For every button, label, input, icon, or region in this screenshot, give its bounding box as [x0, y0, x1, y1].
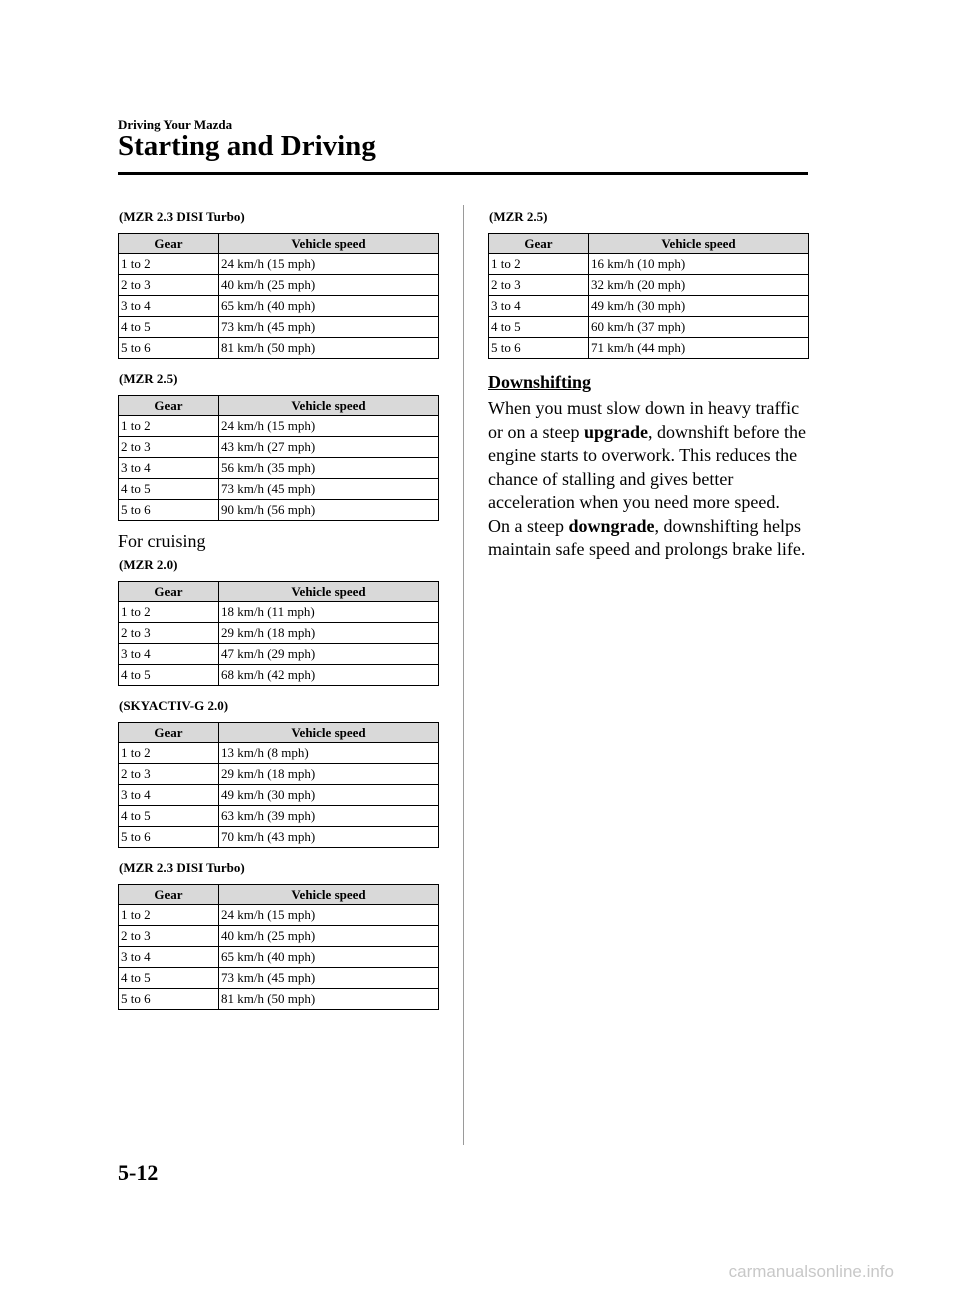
- header-gear: Gear: [119, 396, 219, 415]
- table-header-row: [118, 884, 439, 905]
- table-row: [118, 806, 439, 827]
- speed-cell: 81 km/h (50 mph): [221, 991, 316, 1006]
- gear-cell: 4 to 5: [489, 317, 589, 337]
- gear-cell: 1 to 2: [119, 743, 219, 763]
- table-row: [118, 254, 439, 275]
- gear-speed-table: [118, 884, 439, 1010]
- table-row: [118, 338, 439, 359]
- gear-cell: 3 to 4: [119, 296, 219, 316]
- table-row: [488, 338, 809, 359]
- header-vehicle-speed: Vehicle speed: [291, 887, 366, 902]
- speed-cell: 63 km/h (39 mph): [221, 808, 316, 823]
- gear-cell: 4 to 5: [119, 968, 219, 988]
- speed-cell: 73 km/h (45 mph): [221, 481, 316, 496]
- gear-cell: 3 to 4: [119, 458, 219, 478]
- gear-cell: 4 to 5: [119, 665, 219, 685]
- gear-cell: 3 to 4: [119, 947, 219, 967]
- downgrade-paragraph: [488, 515, 809, 562]
- table-row: [488, 296, 809, 317]
- gear-speed-table: [118, 722, 439, 848]
- table-row: [118, 926, 439, 947]
- table-header-row: [118, 233, 439, 254]
- watermark: carmanualsonline.info: [728, 1262, 894, 1281]
- gear-speed-table: [488, 233, 809, 359]
- column-divider: [463, 205, 464, 1145]
- speed-cell: 71 km/h (44 mph): [591, 340, 686, 355]
- gear-cell: 4 to 5: [119, 317, 219, 337]
- gear-cell: 1 to 2: [119, 416, 219, 436]
- header-vehicle-speed: Vehicle speed: [661, 236, 736, 251]
- table-row: [118, 317, 439, 338]
- page-number: 5-12: [118, 1160, 159, 1185]
- table-row: [118, 296, 439, 317]
- text-run: , downshifting helps maintain safe speed and prolongs brake life.: [488, 515, 806, 559]
- speed-cell: 65 km/h (40 mph): [221, 298, 316, 313]
- table-row: [118, 416, 439, 437]
- speed-cell: 49 km/h (30 mph): [221, 787, 316, 802]
- speed-cell: 32 km/h (20 mph): [591, 277, 686, 292]
- speed-cell: 56 km/h (35 mph): [221, 460, 316, 475]
- speed-cell: 40 km/h (25 mph): [221, 928, 316, 943]
- table-row: [118, 947, 439, 968]
- speed-cell: 47 km/h (29 mph): [221, 646, 316, 661]
- speed-cell: 90 km/h (56 mph): [221, 502, 316, 517]
- table-row: [118, 905, 439, 926]
- table-caption: (SKYACTIV-G 2.0): [119, 698, 229, 713]
- speed-cell: 49 km/h (30 mph): [591, 298, 686, 313]
- header-vehicle-speed: Vehicle speed: [291, 398, 366, 413]
- gear-cell: 2 to 3: [119, 437, 219, 457]
- speed-cell: 60 km/h (37 mph): [591, 319, 686, 334]
- speed-cell: 70 km/h (43 mph): [221, 829, 316, 844]
- table-row: [118, 500, 439, 521]
- term-downgrade: downgrade: [568, 515, 655, 536]
- header-rule: [118, 172, 808, 175]
- header-gear: Gear: [119, 234, 219, 253]
- right-column: [488, 205, 809, 562]
- table-row: [118, 764, 439, 785]
- gear-cell: 5 to 6: [119, 989, 219, 1009]
- speed-cell: 65 km/h (40 mph): [221, 949, 316, 964]
- table-header-row: [118, 581, 439, 602]
- speed-cell: 13 km/h (8 mph): [221, 745, 309, 760]
- gear-speed-table: [118, 395, 439, 521]
- gear-cell: 3 to 4: [119, 785, 219, 805]
- table-row: [118, 665, 439, 686]
- speed-cell: 81 km/h (50 mph): [221, 340, 316, 355]
- gear-cell: 2 to 3: [119, 764, 219, 784]
- table-header-row: [118, 722, 439, 743]
- gear-speed-table: [118, 233, 439, 359]
- speed-cell: 29 km/h (18 mph): [221, 766, 316, 781]
- speed-cell: 43 km/h (27 mph): [221, 439, 316, 454]
- gear-cell: 1 to 2: [119, 905, 219, 925]
- table-row: [118, 275, 439, 296]
- text-run: When you must slow down in heavy traffic or on a steep: [488, 398, 800, 442]
- header-gear: Gear: [489, 234, 589, 253]
- page-title: Starting and Driving: [118, 130, 376, 162]
- gear-cell: 5 to 6: [119, 500, 219, 520]
- section-label: Driving Your Mazda: [118, 117, 233, 132]
- text-run: , downshift before the engine starts to overwork. This reduces the chance of stalling and gives better acceleration when you need more speed.: [488, 421, 806, 512]
- table-row: [488, 275, 809, 296]
- table-caption: (MZR 2.0): [119, 557, 178, 572]
- downshifting-heading: Downshifting: [488, 372, 592, 392]
- speed-cell: 40 km/h (25 mph): [221, 277, 316, 292]
- gear-cell: 2 to 3: [119, 926, 219, 946]
- header-vehicle-speed: Vehicle speed: [291, 236, 366, 251]
- table-row: [118, 827, 439, 848]
- speed-cell: 73 km/h (45 mph): [221, 319, 316, 334]
- table-row: [118, 785, 439, 806]
- table-caption: (MZR 2.5): [119, 371, 178, 386]
- cruising-heading: For cruising: [118, 531, 206, 551]
- gear-cell: 5 to 6: [489, 338, 589, 358]
- speed-cell: 24 km/h (15 mph): [221, 418, 316, 433]
- speed-cell: 18 km/h (11 mph): [221, 604, 315, 619]
- table-row: [488, 254, 809, 275]
- gear-speed-table: [118, 581, 439, 686]
- table-caption: (MZR 2.3 DISI Turbo): [119, 860, 245, 875]
- gear-cell: 2 to 3: [119, 623, 219, 643]
- table-row: [118, 437, 439, 458]
- term-upgrade: upgrade: [583, 421, 648, 442]
- downshifting-paragraph: [488, 397, 809, 515]
- table-row: [118, 479, 439, 500]
- table-row: [118, 458, 439, 479]
- gear-cell: 3 to 4: [119, 644, 219, 664]
- table-header-row: [488, 233, 809, 254]
- gear-cell: 1 to 2: [489, 254, 589, 274]
- table-row: [118, 989, 439, 1010]
- table-row: [118, 743, 439, 764]
- speed-cell: 24 km/h (15 mph): [221, 256, 316, 271]
- table-caption: (MZR 2.3 DISI Turbo): [119, 209, 245, 224]
- table-row: [118, 968, 439, 989]
- table-header-row: [118, 395, 439, 416]
- text-run: On a steep: [488, 515, 569, 536]
- gear-cell: 5 to 6: [119, 827, 219, 847]
- gear-cell: 4 to 5: [119, 806, 219, 826]
- header-vehicle-speed: Vehicle speed: [291, 725, 366, 740]
- gear-cell: 3 to 4: [489, 296, 589, 316]
- gear-cell: 2 to 3: [489, 275, 589, 295]
- header-gear: Gear: [119, 723, 219, 742]
- table-caption: (MZR 2.5): [489, 209, 548, 224]
- gear-cell: 1 to 2: [119, 254, 219, 274]
- speed-cell: 16 km/h (10 mph): [591, 256, 686, 271]
- table-row: [118, 644, 439, 665]
- table-row: [118, 602, 439, 623]
- gear-cell: 4 to 5: [119, 479, 219, 499]
- speed-cell: 68 km/h (42 mph): [221, 667, 316, 682]
- speed-cell: 73 km/h (45 mph): [221, 970, 316, 985]
- header-gear: Gear: [119, 582, 219, 601]
- speed-cell: 24 km/h (15 mph): [221, 907, 316, 922]
- gear-cell: 1 to 2: [119, 602, 219, 622]
- left-column: [118, 205, 439, 1018]
- header-gear: Gear: [119, 885, 219, 904]
- table-row: [118, 623, 439, 644]
- speed-cell: 29 km/h (18 mph): [221, 625, 316, 640]
- table-row: [488, 317, 809, 338]
- gear-cell: 5 to 6: [119, 338, 219, 358]
- header-vehicle-speed: Vehicle speed: [291, 584, 366, 599]
- gear-cell: 2 to 3: [119, 275, 219, 295]
